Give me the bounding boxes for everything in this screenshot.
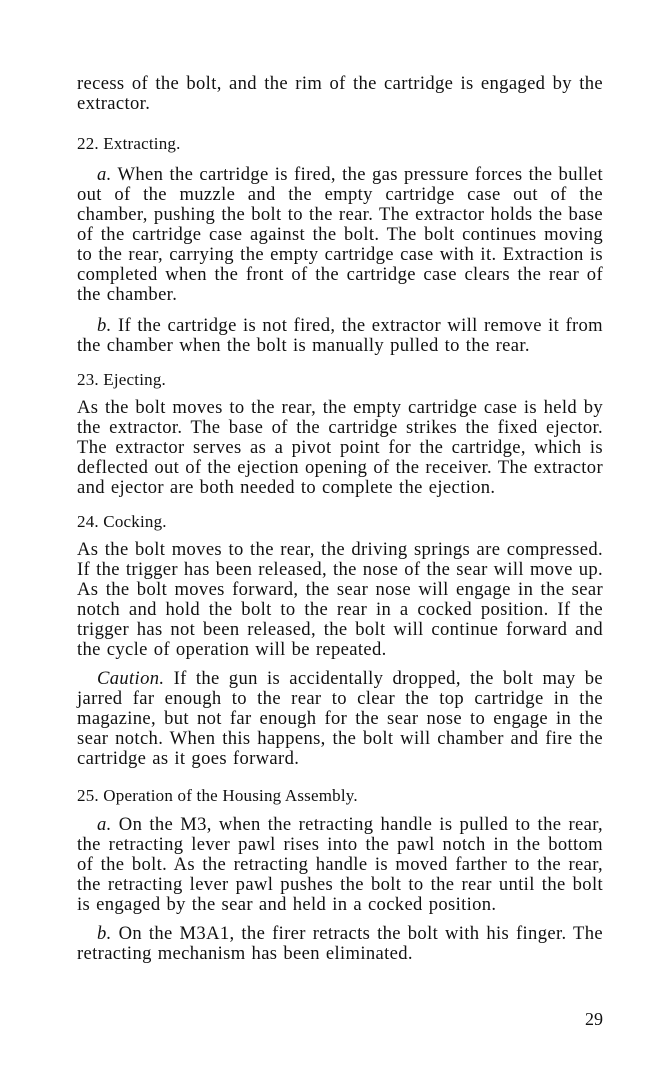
paragraph-23: As the bolt moves to the rear, the empty cartridge case is held by the extractor. The base of the cartridge strikes the fixed ejector. The extractor serves as a pivot point for the cartridge, which is deflected out of the ejection opening of the receiver. The extractor and ejector are both needed to complete the ejection. xyxy=(77,397,603,498)
section-heading-23: 23. Ejecting. xyxy=(77,370,166,389)
paragraph-label: b. xyxy=(97,315,112,336)
paragraph-caution xyxy=(77,669,603,769)
paragraph-label: b. xyxy=(97,923,112,944)
paragraph-label: a. xyxy=(97,814,112,835)
paragraph-label: a. xyxy=(97,164,112,185)
paragraph-text: On the M3, when the retracting handle is pulled to the rear, the retracting lever pawl rises into the pawl notch in the bottom of the bolt. As the retracting handle is moved farther to the rear, the retracting lever pawl pushes the bolt to the rear until the bolt is engaged by the sear and held in a cocked position. xyxy=(77,814,604,915)
paragraph-25a xyxy=(77,815,603,915)
paragraph-22b xyxy=(77,316,603,356)
page-body xyxy=(77,74,603,964)
section-heading-24: 24. Cocking. xyxy=(77,512,167,531)
paragraph-text: If the gun is accidentally dropped, the bolt may be jarred far enough to the rear to clear the top cartridge in the magazine, but not far enough for the sear nose to engage in the sear notch. When this happens, the bolt will chamber and fire the cartridge as it goes forward. xyxy=(77,668,603,769)
caution-label: Caution. xyxy=(97,668,165,689)
section-heading-22: 22. Extracting. xyxy=(77,134,181,153)
page-number: 29 xyxy=(585,1009,603,1029)
paragraph-25b xyxy=(77,924,603,964)
paragraph-22a xyxy=(77,165,603,305)
paragraph-continuation: recess of the bolt, and the rim of the cartridge is engaged by the extractor. xyxy=(77,73,603,114)
paragraph-text: On the M3A1, the firer retracts the bolt with his finger. The retracting mechanism has been eliminated. xyxy=(77,923,603,964)
section-heading-25: 25. Operation of the Housing Assembly. xyxy=(77,786,358,805)
paragraph-24: As the bolt moves to the rear, the driving springs are compressed. If the trigger has been released, the nose of the sear will move up. As the bolt moves forward, the sear nose will engage in the sear notch and hold the bolt to the rear in a cocked position. If the trigger has not been released, the bolt will continue forward and the cycle of operation will be repeated. xyxy=(77,539,603,660)
paragraph-text: If the cartridge is not fired, the extractor will remove it from the chamber when the bolt is manually pulled to the rear. xyxy=(77,315,603,356)
paragraph-text: When the cartridge is fired, the gas pressure forces the bullet out of the muzzle and the empty cartridge case out of the chamber, pushing the bolt to the rear. The extractor holds the base of the cartridge case against the bolt. The bolt continues moving to the rear, carrying the empty cartridge case with it. Extraction is completed when the front of the cartridge case clears the rear of the chamber. xyxy=(77,164,603,305)
